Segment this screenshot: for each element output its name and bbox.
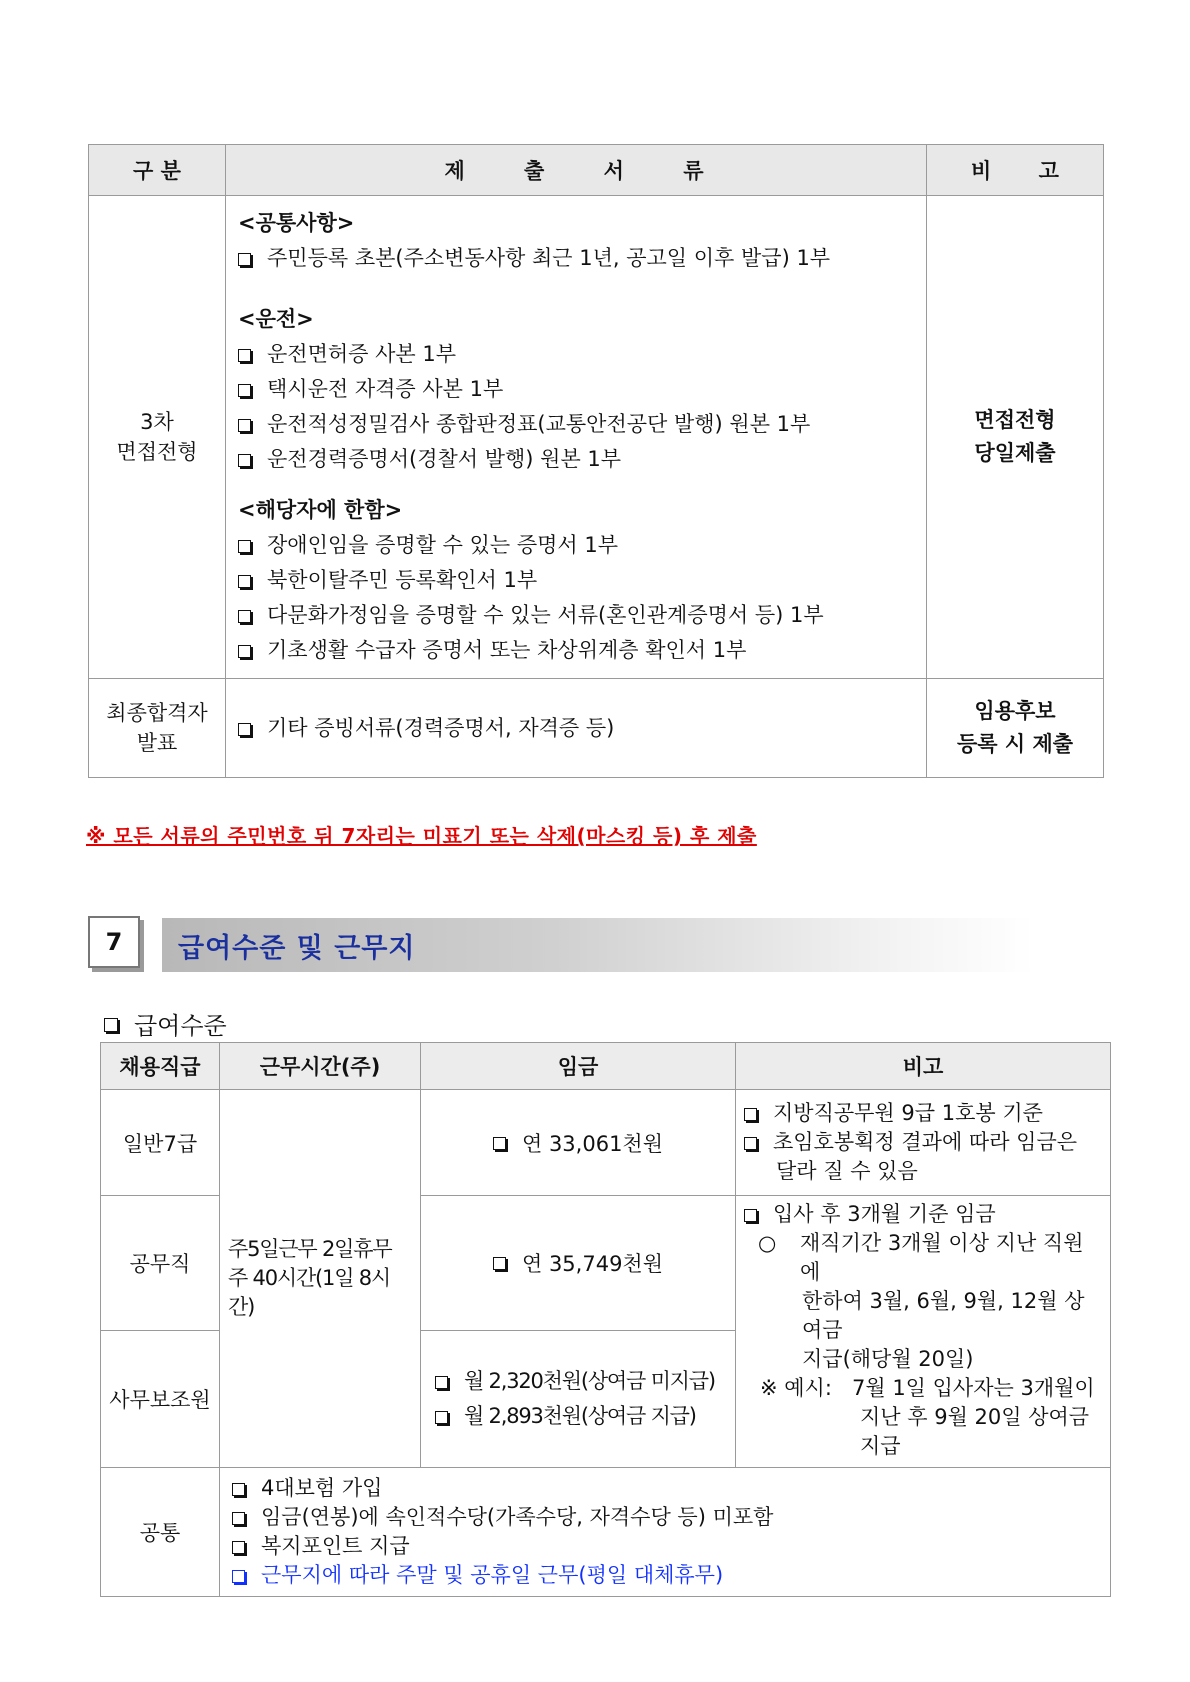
checkbox-square-icon	[238, 610, 251, 623]
checkbox-square-icon	[238, 384, 251, 397]
checkbox-square-icon	[238, 253, 251, 266]
group-title: <해당자에 한함>	[238, 498, 403, 522]
table-header-row	[89, 145, 1104, 196]
remarks-cell: 지방직공무원 9급 1호봉 기준 초임호봉획정 결과에 따라 임금은 달라 질 수 있음	[736, 1090, 1111, 1196]
checkbox-square-icon	[238, 723, 251, 736]
checkbox-square-icon	[493, 1137, 506, 1150]
list-item: 기초생활 수급자 증명서 또는 차상위계층 확인서 1부	[238, 633, 916, 668]
header-remarks: 비고	[736, 1043, 1111, 1090]
list-item: 북한이탈주민 등록확인서 1부	[238, 563, 916, 598]
subheading: 급여수준	[104, 1006, 227, 1041]
checkbox-square-icon	[435, 1411, 448, 1424]
section-header-bar	[162, 918, 1034, 972]
row-category: 3차 면접전형	[89, 196, 226, 679]
checkbox-square-icon	[238, 645, 251, 658]
checkbox-square-icon	[238, 349, 251, 362]
checkbox-square-icon	[238, 540, 251, 553]
table-row	[101, 1090, 1111, 1196]
remarks-cell: 입사 후 3개월 기준 임금 ○ 재직기간 3개월 이상 지난 직원에 한하여 3월, 6월, 9월, 12월 상여금 지급(해당월 20일) ※ 예시: 7월 1일 입사자는 3개월이 지난 후 9월 20일 상여금 지급	[736, 1196, 1111, 1468]
checkbox-square-icon	[232, 1512, 245, 1525]
header-category: 구 분	[89, 145, 226, 196]
table-row	[101, 1468, 1111, 1597]
row-remarks: 임용후보 등록 시 제출	[927, 679, 1104, 778]
list-item: 택시운전 자격증 사본 1부	[238, 372, 916, 407]
table-row	[89, 196, 1104, 679]
checkbox-square-icon	[232, 1570, 245, 1583]
common-label: 공통	[101, 1468, 220, 1597]
common-cell: 4대보험 가입 임금(연봉)에 속인적수당(가족수당, 자격수당 등) 미포함 복지포인트 지급 근무지에 따라 주말 및 공휴일 근무(평일 대체휴무)	[220, 1468, 1111, 1597]
section-title: 급여수준 및 근무지	[178, 932, 416, 964]
section-number: 7	[88, 916, 140, 968]
list-item: 운전면허증 사본 1부	[238, 337, 916, 372]
checkbox-square-icon	[744, 1108, 757, 1121]
wage-cell: 연 33,061천원	[421, 1090, 736, 1196]
table-row	[89, 679, 1104, 778]
checkbox-square-icon	[238, 454, 251, 467]
row-documents	[226, 196, 927, 679]
grade-cell: 일반7급	[101, 1090, 220, 1196]
checkbox-square-icon	[435, 1376, 448, 1389]
checkbox-square-icon	[744, 1137, 757, 1150]
row-category: 최종합격자 발표	[89, 679, 226, 778]
list-item: 주민등록 초본(주소변동사항 최근 1년, 공고일 이후 발급) 1부	[238, 241, 916, 276]
documents-table	[88, 144, 1104, 778]
table-header-row	[101, 1043, 1111, 1090]
work-hours-cell: 주5일근무 2일휴무 주 40시간(1일 8시간)	[220, 1090, 421, 1468]
header-wage: 임금	[421, 1043, 736, 1090]
list-item: 다문화가정임을 증명할 수 있는 서류(혼인관계증명서 등) 1부	[238, 598, 916, 633]
list-item: 기타 증빙서류(경력증명서, 자격증 등)	[238, 711, 916, 746]
grade-cell: 공무직	[101, 1196, 220, 1331]
grade-cell: 사무보조원	[101, 1330, 220, 1467]
row-remarks: 면접전형 당일제출	[927, 196, 1104, 679]
row-documents	[226, 679, 927, 778]
common-highlight: 근무지에 따라 주말 및 공휴일 근무(평일 대체휴무)	[261, 1563, 724, 1587]
masking-notice: ※ 모든 서류의 주민번호 뒤 7자리는 미표기 또는 삭제(마스킹 등) 후 제출	[86, 824, 757, 848]
checkbox-square-icon	[238, 575, 251, 588]
salary-table	[100, 1042, 1111, 1597]
header-documents: 제 출 서 류	[226, 145, 927, 196]
group-title: <공통사항>	[238, 211, 355, 235]
checkbox-square-icon	[104, 1018, 118, 1032]
checkbox-square-icon	[238, 419, 251, 432]
checkbox-square-icon	[744, 1209, 757, 1222]
list-item: 장애인임을 증명할 수 있는 증명서 1부	[238, 528, 916, 563]
list-item: 운전경력증명서(경찰서 발행) 원본 1부	[238, 442, 916, 477]
checkbox-square-icon	[232, 1483, 245, 1496]
checkbox-square-icon	[232, 1541, 245, 1554]
checkbox-square-icon	[493, 1257, 506, 1270]
wage-cell: 월 2,320천원(상여금 미지급) 월 2,893천원(상여금 지급)	[421, 1330, 736, 1467]
header-remarks: 비 고	[927, 145, 1104, 196]
wage-cell: 연 35,749천원	[421, 1196, 736, 1331]
header-grade: 채용직급	[101, 1043, 220, 1090]
list-item: 운전적성정밀검사 종합판정표(교통안전공단 발행) 원본 1부	[238, 407, 916, 442]
header-hours: 근무시간(주)	[220, 1043, 421, 1090]
group-title: <운전>	[238, 307, 314, 331]
